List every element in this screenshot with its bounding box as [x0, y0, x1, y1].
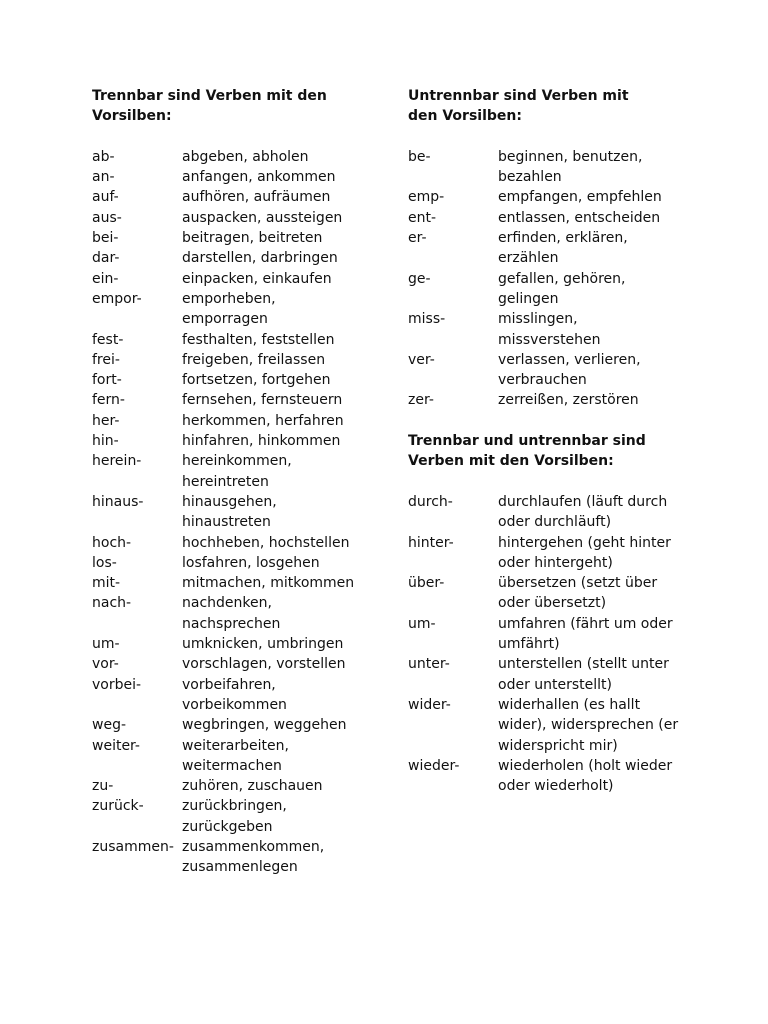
example-verbs: wiederholen (holt wieder oder wiederholt)	[498, 757, 673, 795]
prefix-label: ab-	[92, 148, 115, 165]
example-verbs: auspacken, aussteigen	[182, 209, 343, 226]
separable-column	[92, 86, 392, 878]
prefix-row	[408, 695, 708, 756]
prefix-label: hinaus-	[92, 493, 144, 510]
prefix-label: her-	[92, 412, 120, 429]
prefix-row	[92, 837, 392, 878]
inseparable-prefix-list	[408, 147, 708, 411]
prefix-row	[92, 736, 392, 777]
example-verbs: aufhören, aufräumen	[182, 189, 331, 206]
example-verbs: umfahren (fährt um oder umfährt)	[498, 615, 673, 653]
prefix-label: fest-	[92, 331, 124, 348]
prefix-label: über-	[408, 575, 445, 592]
prefix-label: zurück-	[92, 798, 144, 815]
example-verbs: hereinkommen, hereintreten	[182, 453, 292, 490]
prefix-row	[408, 390, 708, 410]
example-verbs: einpacken, einkaufen	[182, 270, 332, 287]
example-verbs: herkommen, herfahren	[182, 412, 344, 429]
example-verbs: zurückbringen, zurückgeben	[182, 798, 287, 835]
prefix-row	[92, 370, 392, 390]
example-verbs: zusammenkommen, zusammenlegen	[182, 838, 325, 876]
prefix-row	[408, 228, 708, 269]
prefix-label: frei-	[92, 351, 120, 368]
prefix-row	[92, 796, 392, 837]
example-verbs: beginnen, benutzen, bezahlen	[498, 148, 643, 186]
prefix-row	[92, 269, 392, 289]
prefix-label: nach-	[92, 595, 132, 612]
prefix-row	[92, 451, 392, 492]
prefix-row	[92, 350, 392, 370]
prefix-row	[408, 269, 708, 310]
prefix-row	[408, 533, 708, 574]
example-verbs: übersetzen (setzt über oder übersetzt)	[498, 575, 658, 612]
example-verbs: gefallen, gehören, gelingen	[498, 270, 626, 307]
prefix-label: weg-	[92, 717, 127, 734]
prefix-row	[92, 390, 392, 410]
example-verbs: verlassen, verlieren, verbrauchen	[498, 351, 641, 389]
example-verbs: widerhallen (es hallt wider), widersprechen (er widerspricht mir)	[498, 696, 679, 754]
prefix-label: fern-	[92, 392, 125, 409]
prefix-row	[92, 208, 392, 228]
example-verbs: abgeben, abholen	[182, 148, 309, 165]
example-verbs: entlassen, entscheiden	[498, 209, 661, 226]
prefix-row	[92, 573, 392, 593]
example-verbs: emporheben, emporragen	[182, 290, 276, 328]
prefix-label: ver-	[408, 351, 435, 368]
prefix-label: hoch-	[92, 534, 132, 551]
prefix-label: zu-	[92, 778, 114, 795]
example-verbs: beitragen, beitreten	[182, 230, 323, 247]
example-verbs: freigeben, freilassen	[182, 351, 326, 368]
prefix-label: hin-	[92, 433, 119, 450]
example-verbs: umknicken, umbringen	[182, 636, 344, 653]
spacer	[408, 127, 708, 147]
prefix-label: an-	[92, 169, 115, 186]
prefix-row	[408, 350, 708, 391]
prefix-label: ein-	[92, 270, 119, 287]
prefix-label: wieder-	[408, 757, 460, 774]
prefix-label: vor-	[92, 656, 119, 673]
prefix-label: hinter-	[408, 534, 454, 551]
prefix-row	[408, 208, 708, 228]
example-verbs: anfangen, ankommen	[182, 169, 336, 186]
example-verbs: wegbringen, weggehen	[182, 717, 347, 734]
prefix-label: emp-	[408, 189, 445, 206]
example-verbs: misslingen, missverstehen	[498, 311, 601, 348]
prefix-row	[92, 187, 392, 207]
prefix-label: mit-	[92, 575, 121, 592]
prefix-row	[408, 187, 708, 207]
example-verbs: vorschlagen, vorstellen	[182, 656, 346, 673]
prefix-label: um-	[408, 615, 436, 632]
prefix-row	[92, 411, 392, 431]
prefix-row	[92, 715, 392, 735]
example-verbs: vorbeifahren, vorbeikommen	[182, 676, 287, 713]
example-verbs: mitmachen, mitkommen	[182, 575, 355, 592]
example-verbs: fernsehen, fernsteuern	[182, 392, 343, 409]
prefix-row	[92, 675, 392, 716]
prefix-row	[92, 248, 392, 268]
prefix-row	[92, 167, 392, 187]
prefix-row	[92, 634, 392, 654]
prefix-label: ent-	[408, 209, 437, 226]
example-verbs: festhalten, feststellen	[182, 331, 335, 348]
prefix-label: fort-	[92, 372, 122, 389]
inseparable-heading: Untrennbar sind Verben mit den Vorsilben:	[408, 88, 629, 125]
spacer	[92, 127, 392, 147]
prefix-label: empor-	[92, 290, 142, 307]
example-verbs: darstellen, darbringen	[182, 250, 338, 267]
prefix-label: dar-	[92, 250, 120, 267]
prefix-label: aus-	[92, 209, 122, 226]
example-verbs: fortsetzen, fortgehen	[182, 372, 331, 389]
example-verbs: zuhören, zuschauen	[182, 778, 323, 795]
prefix-label: bei-	[92, 230, 119, 247]
inseparable-column	[408, 86, 708, 796]
prefix-label: unter-	[408, 656, 450, 673]
example-verbs: empfangen, empfehlen	[498, 189, 662, 206]
example-verbs: nachdenken, nachsprechen	[182, 595, 281, 632]
prefix-label: um-	[92, 636, 120, 653]
prefix-row	[408, 614, 708, 655]
separable-prefix-list	[92, 147, 392, 878]
prefix-row	[92, 228, 392, 248]
prefix-row	[92, 533, 392, 553]
prefix-row	[408, 309, 708, 350]
example-verbs: weiterarbeiten, weitermachen	[182, 737, 289, 774]
prefix-row	[92, 147, 392, 167]
prefix-row	[92, 289, 392, 330]
prefix-label: wider-	[408, 696, 451, 713]
spacer	[408, 411, 708, 431]
example-verbs: unterstellen (stellt unter oder unterstellt)	[498, 656, 669, 693]
spacer	[408, 472, 708, 492]
prefix-label: vorbei-	[92, 676, 142, 693]
example-verbs: hintergehen (geht hinter oder hintergeht)	[498, 534, 671, 571]
prefix-label: be-	[408, 148, 431, 165]
prefix-row	[92, 431, 392, 451]
both-heading: Trennbar und untrennbar sind Verben mit den Vorsilben:	[408, 433, 646, 470]
prefix-label: zer-	[408, 392, 434, 409]
prefix-row	[408, 147, 708, 188]
prefix-row	[408, 573, 708, 614]
prefix-label: herein-	[92, 453, 142, 470]
prefix-label: er-	[408, 230, 427, 247]
prefix-label: ge-	[408, 270, 431, 287]
prefix-row	[92, 654, 392, 674]
prefix-row	[408, 756, 708, 797]
example-verbs: hinausgehen, hinaustreten	[182, 493, 277, 531]
prefix-row	[92, 776, 392, 796]
prefix-label: durch-	[408, 493, 453, 510]
prefix-label: miss-	[408, 311, 446, 328]
example-verbs: losfahren, losgehen	[182, 554, 320, 571]
example-verbs: erfinden, erklären, erzählen	[498, 230, 628, 267]
prefix-label: los-	[92, 554, 117, 571]
example-verbs: durchlaufen (läuft durch oder durchläuft)	[498, 493, 668, 531]
prefix-row	[92, 492, 392, 533]
prefix-label: weiter-	[92, 737, 140, 754]
prefix-label: auf-	[92, 189, 119, 206]
separable-heading: Trennbar sind Verben mit den Vorsilben:	[92, 88, 327, 125]
prefix-label: zusammen-	[92, 838, 174, 855]
prefix-row	[92, 553, 392, 573]
prefix-row	[408, 492, 708, 533]
example-verbs: hochheben, hochstellen	[182, 534, 350, 551]
both-prefix-list	[408, 492, 708, 796]
example-verbs: zerreißen, zerstören	[498, 392, 639, 409]
prefix-row	[92, 593, 392, 634]
example-verbs: hinfahren, hinkommen	[182, 433, 341, 450]
prefix-row	[92, 330, 392, 350]
prefix-row	[408, 654, 708, 695]
